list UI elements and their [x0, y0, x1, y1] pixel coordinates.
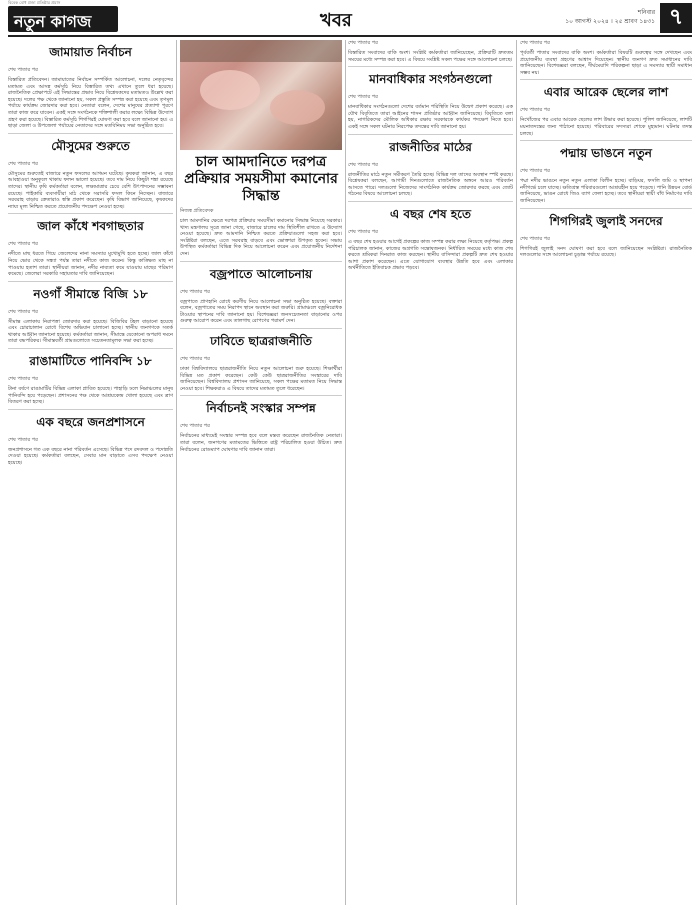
story-body: নদীতে মাছ ধরতে গিয়ে জেলেদের নানা সমস্যার মুখোমুখি হতে হচ্ছে। জাল কাঁধে নিয়ে ভোর থেকে সন্ধ্যা পর্যন্ত তারা নদীতে কাজ করেন। কিন্তু কাঙ্ক্ষিত মাছ না পাওয়ায় হতাশ তারা। স্থানীয়রা জানান, নদীর নাব্যতা কমে যাওয়ায় মাছের পরিমাণ কমেছে। জেলেরা সরকারি সহায়তার দাবি জানিয়েছেন।	[8, 251, 173, 278]
story-byline: শেষ পাতার পর	[8, 308, 38, 315]
weekday: শনিবার	[637, 9, 655, 16]
date: ১০ আগস্ট ২০২৪ । ২৫ শ্রাবণ ১৪৩১	[565, 18, 655, 25]
logo-text: নতুন কাগজ	[14, 12, 92, 31]
story-byline: শেষ পাতার পর	[8, 436, 38, 443]
column-1	[8, 40, 173, 905]
story-byline: শেষ পাতার পর	[520, 40, 550, 46]
story-body: মানবাধিকার সংগঠনগুলো দেশের বর্তমান পরিস্থিতি নিয়ে উদ্বেগ প্রকাশ করেছে। এক যৌথ বিবৃতিতে তারা আইনের শাসন প্রতিষ্ঠার আহ্বান জানিয়েছে। বিবৃতিতে বলা হয়, নাগরিকদের মৌলিক অধিকার রক্ষায় সরকারকে কার্যকর পদক্ষেপ নিতে হবে। একই সঙ্গে সকল ঘটনার নিরপেক্ষ তদন্তের দাবি জানানো হয়।	[348, 104, 513, 130]
column-2	[180, 40, 342, 905]
story-body: বিস্তারিত সংবাদের বাকি অংশ। সংশ্লিষ্ট কর্মকর্তারা জানিয়েছেন, প্রক্রিয়াটি দ্রুততম সময়ের মধ্যে সম্পন্ন করা হবে। এ বিষয়ে সংশ্লিষ্ট সকল পক্ষের সঙ্গে আলোচনা চলছে।	[348, 50, 513, 63]
masthead	[0, 0, 700, 36]
news-story[interactable]	[180, 40, 342, 262]
story-byline: শেষ পাতার পর	[348, 94, 378, 101]
photo-detail	[270, 90, 325, 125]
newspaper-logo[interactable]	[8, 6, 118, 32]
story-body: নির্বাচনের মাধ্যমেই সংস্কার সম্পন্ন হবে বলে মন্তব্য করেছেন রাজনৈতিক নেতারা। তারা বলেন, জনগণের মতামতের ভিত্তিতে রাষ্ট্র পরিচালিত হওয়া উচিত। দ্রুত নির্বাচনের রোডম্যাপ ঘোষণার দাবি জানান তারা।	[180, 433, 342, 453]
news-story[interactable]	[8, 353, 173, 410]
news-story[interactable]	[8, 44, 173, 134]
story-headline[interactable]: নির্বাচনই সংস্কার সম্পন্ন	[206, 401, 316, 416]
news-story[interactable]	[520, 145, 692, 208]
story-headline[interactable]: নওগাঁ সীমান্তে বিজি ১৮	[33, 286, 148, 301]
story-body: শিগগিরই জুলাই সনদ ঘোষণা করা হবে বলে জানিয়েছেন সংশ্লিষ্টরা। রাজনৈতিক দলগুলোর সঙ্গে আলোচনা চূড়ান্ত পর্যায়ে রয়েছে।	[520, 245, 692, 259]
story-byline: শেষ পাতার পর	[520, 107, 550, 114]
story-headline[interactable]: ঢাবিতে ছাত্ররাজনীতি	[210, 333, 312, 348]
story-headline[interactable]: এক বছরে জনপ্রশাসনে	[36, 414, 145, 429]
column-4	[520, 40, 692, 905]
story-headline[interactable]: শিগগিরই জুলাই সনদের	[549, 213, 663, 228]
story-body: জনপ্রশাসনে গত এক বছরে নানা পরিবর্তন এসেছে। বিভিন্ন পদে রদবদল ও পদোন্নতি দেওয়া হয়েছে। কর্মকর্তারা বলছেন, সেবার মান বাড়াতে এসব পদক্ষেপ নেওয়া হয়েছে।	[8, 446, 173, 467]
column-divider	[516, 40, 517, 905]
story-body: বিস্তারিত প্রতিবেদন। জামায়াতের নির্বাচন সম্পর্কিত আলোচনা, দলের নেতৃবৃন্দের মতামত এবং আসন্ন কর্মসূচি নিয়ে বিস্তারিত তথ্য এখানে তুলে ধরা হয়েছে। রাজনৈতিক প্রেক্ষাপটে এই সিদ্ধান্তের প্রভাব নিয়ে বিশ্লেষকদের মতামতও উল্লেখ করা হয়েছে। দলের পক্ষ থেকে জানানো হয়, সকল প্রস্তুতি সম্পন্ন করা হয়েছে এবং তৃণমূল পর্যায়ে কার্যক্রম জোরদার করা হবে। নেতারা বলেন, দেশের মানুষের প্রত্যাশা পূরণে তারা কাজ করে যাবেন। একই সঙ্গে সংগঠনকে শক্তিশালী করার লক্ষ্যে বিভিন্ন উদ্যোগ গ্রহণ করা হয়েছে। বিস্তারিত কর্মসূচি শিগগিরই ঘোষণা করা হবে বলে জানানো হয়। এ ছাড়া জেলা ও উপজেলা পর্যায়ের নেতাদের সঙ্গে মতবিনিময় সভা অনুষ্ঠিত হবে।	[8, 77, 173, 130]
story-byline: শেষ পাতার পর	[180, 288, 210, 295]
story-body: বজ্রপাতে প্রাণহানি রোধে করণীয় নিয়ে আলোচনা সভা অনুষ্ঠিত হয়েছে। বক্তারা বলেন, বজ্রপাতের সময় নিরাপদ স্থানে অবস্থান করা জরুরি। গ্রামাঞ্চলে বজ্রনিরোধক টাওয়ার স্থাপনের দাবি জানানো হয়। বিশেষজ্ঞরা জনসচেতনতা বাড়ানোর ওপর গুরুত্ব আরোপ করেন এবং তালগাছ রোপণের পরামর্শ দেন।	[180, 298, 342, 325]
story-headline[interactable]: পদ্মায় ভাঙনে নতুন	[560, 146, 652, 161]
story-byline: শেষ পাতার পর	[180, 423, 210, 430]
tagline: বিবেক বোধ প্রজা প্রতিষ্ঠার প্রয়াস	[8, 0, 61, 5]
story-headline[interactable]: মৌসুমের শুরুতে	[51, 138, 130, 153]
story-byline: শেষ পাতার পর	[348, 228, 378, 235]
story-byline: শেষ পাতার পর	[348, 161, 378, 168]
story-byline: শেষ পাতার পর	[520, 168, 550, 175]
story-byline: শেষ পাতার পর	[8, 160, 38, 167]
story-headline[interactable]: জাল কাঁধে শবগাছতার	[37, 219, 144, 234]
photo-detail	[200, 70, 260, 110]
masthead-rule	[8, 35, 692, 37]
column-3	[348, 40, 513, 905]
story-byline: শেষ পাতার পর	[8, 376, 38, 383]
story-headline[interactable]: এ বছর শেষ হতে	[390, 206, 471, 221]
column-divider	[176, 40, 177, 905]
story-body: রাজনীতির মাঠে নতুন সমীকরণ তৈরি হচ্ছে। বিভিন্ন দল তাদের অবস্থান স্পষ্ট করছে। বিশ্লেষকরা বলছেন, আগামী দিনগুলোতে রাজনৈতিক অঙ্গনে আরও পরিবর্তন আসতে পারে। দলগুলো নিজেদের সাংগঠনিক কার্যক্রম জোরদার করছে এবং জোট গঠনের বিষয়ে আলোচনা চলছে।	[348, 171, 513, 198]
story-body: এ বছর শেষ হওয়ার আগেই প্রকল্পের কাজ সম্পন্ন করার লক্ষ্য নিয়েছে কর্তৃপক্ষ। প্রকল্প পরিচালক জানান, কাজের অগ্রগতি সন্তোষজনক। নির্ধারিত সময়ের মধ্যে কাজ শেষ করতে শ্রমিকরা দিনরাত কাজ করছেন। স্থানীয় বাসিন্দারা প্রকল্পটি দ্রুত শেষ হওয়ার আশা প্রকাশ করেছেন। এতে যোগাযোগ ব্যবস্থার উন্নতি হবে এবং এলাকার অর্থনীতিতে ইতিবাচক প্রভাব পড়বে।	[348, 238, 513, 272]
story-headline[interactable]: রাঙামাটিতে পানিবন্দি ১৮	[29, 354, 152, 369]
news-story[interactable]	[520, 213, 692, 262]
story-body: নিখোঁজের পর এবার আরেক ছেলের লাশ উদ্ধার করা হয়েছে। পুলিশ জানিয়েছে, লাশটি ময়নাতদন্তের জন্য পাঠানো হয়েছে। পরিবারের সদস্যরা শোকে মুহ্যমান। ঘটনার তদন্ত চলছে।	[520, 117, 692, 137]
story-byline: শেষ পাতার পর	[520, 235, 550, 242]
story-byline: শেষ পাতার পর	[180, 355, 210, 362]
news-story[interactable]	[180, 400, 342, 456]
news-story[interactable]	[180, 333, 342, 396]
news-photo	[180, 40, 342, 150]
story-byline: শেষ পাতার পর	[8, 67, 38, 73]
story-headline[interactable]: এবার আরেক ছেলের লাশ	[543, 85, 669, 100]
news-story[interactable]	[8, 414, 173, 470]
story-headline[interactable]: মানবাধিকার সংগঠনগুলো	[369, 72, 492, 87]
story-body: সীমান্ত এলাকায় নিরাপত্তা জোরদার করা হয়েছে। বিজিবির টহল বাড়ানো হয়েছে এবং চোরাচালান রোধে বিশেষ অভিযান চালানো হচ্ছে। স্থানীয় জনগণকে সতর্ক থাকার আহ্বান জানানো হয়েছে। কর্মকর্তারা জানান, সীমান্তে যেকোনো অপরাধ দমনে তারা বদ্ধপরিকর। সীমান্তবর্তী গ্রামগুলোতে সচেতনতামূলক সভা করা হচ্ছে।	[8, 318, 173, 345]
news-story[interactable]	[8, 138, 173, 215]
photo-detail	[180, 40, 342, 62]
story-headline[interactable]: রাজনীতির মাঠের	[389, 139, 472, 154]
section-title: খবর	[320, 10, 352, 31]
column-divider	[345, 40, 346, 905]
news-story[interactable]	[8, 286, 173, 349]
news-story[interactable]	[348, 40, 513, 67]
story-byline: শেষ পাতার পর	[8, 241, 38, 248]
story-body: টানা বর্ষণে রাঙামাটির বিভিন্ন এলাকা প্লাবিত হয়েছে। পাহাড়ি ঢলে নিম্নাঞ্চলের মানুষ পানিবন্দি হয়ে পড়েছেন। প্রশাসনের পক্ষ থেকে আশ্রয়কেন্দ্র খোলা হয়েছে এবং ত্রাণ বিতরণ করা হচ্ছে।	[8, 386, 173, 406]
news-story[interactable]	[348, 206, 513, 275]
story-body: চাল আমদানির ক্ষেত্রে দরপত্র প্রক্রিয়ার সময়সীমা কমানোর সিদ্ধান্ত নিয়েছে সরকার। খাদ্য মন্ত্রণালয় সূত্রে জানা গেছে, বাজারে চালের দাম স্থিতিশীল রাখতে এ উদ্যোগ নেওয়া হয়েছে। দ্রুত আমদানি নিশ্চিত করতে প্রক্রিয়াগুলো সহজ করা হবে। সংশ্লিষ্টরা বলছেন, এতে সরবরাহ বাড়বে এবং ভোক্তারা উপকৃত হবেন। সভায় উপস্থিত কর্মকর্তারা বিভিন্ন দিক নিয়ে আলোচনা করেন এবং প্রয়োজনীয় নির্দেশনা দেন।	[180, 218, 342, 257]
story-headline[interactable]: চাল আমদানিতে দরপত্র প্রক্রিয়ার সময়সীমা কমানোর সিদ্ধান্ত	[184, 154, 338, 204]
news-story[interactable]	[520, 84, 692, 141]
story-body: মৌসুমের শুরুতেই বাজারে নতুন ফসলের আগমন ঘটেছে। কৃষকরা জানান, এ বছর আবহাওয়া অনুকূলে থাকায় ফলন ভালো হয়েছে। তবে দাম নিয়ে কিছুটা শঙ্কা রয়েছে তাদের। স্থানীয় কৃষি কর্মকর্তারা বলেন, লক্ষ্যমাত্রার চেয়ে বেশি উৎপাদনের সম্ভাবনা রয়েছে। পাইকারি ব্যবসায়ীরা মাঠ থেকে সরাসরি ফসল কিনে নিচ্ছেন। বাজারে সরবরাহ বাড়ায় ক্রেতারাও স্বস্তি প্রকাশ করেছেন। কৃষি বিভাগ জানিয়েছে, কৃষকদের ন্যায্য মূল্য নিশ্চিত করতে প্রয়োজনীয় পদক্ষেপ নেওয়া হচ্ছে।	[8, 170, 173, 210]
story-byline: নিজস্ব প্রতিবেদক	[180, 208, 214, 214]
story-body: পূর্ববর্তী পাতার সংবাদের বাকি অংশ। কর্মকর্তারা বিষয়টি গুরুত্বের সঙ্গে দেখছেন এবং প্রয়োজনীয় ব্যবস্থা গ্রহণের আশ্বাস দিয়েছেন। স্থানীয় জনগণ দ্রুত সমাধানের দাবি জানিয়েছেন। বিশেষজ্ঞরা বলছেন, দীর্ঘমেয়াদি পরিকল্পনা ছাড়া এ সমস্যার স্থায়ী সমাধান সম্ভব নয়।	[520, 50, 692, 76]
news-story[interactable]	[348, 139, 513, 202]
news-story[interactable]	[348, 71, 513, 134]
news-story[interactable]	[8, 218, 173, 281]
story-byline: শেষ পাতার পর	[348, 40, 378, 46]
dateline	[520, 8, 655, 26]
story-body: ঢাকা বিশ্ববিদ্যালয়ে ছাত্ররাজনীতি নিয়ে নতুন আলোচনা শুরু হয়েছে। শিক্ষার্থীরা বিভিন্ন মত প্রকাশ করেছেন। কেউ কেউ ছাত্ররাজনীতির সংস্কারের দাবি জানিয়েছেন। বিশ্ববিদ্যালয় প্রশাসন জানিয়েছে, সকল পক্ষের মতামত নিয়ে সিদ্ধান্ত নেওয়া হবে। শিক্ষকরাও এ বিষয়ে তাদের মতামত তুলে ধরেছেন।	[180, 365, 342, 392]
news-story[interactable]	[520, 40, 692, 80]
story-headline[interactable]: বজ্রপাতে আলোচনায়	[209, 266, 313, 281]
story-headline[interactable]: জামায়াত নির্বাচন	[49, 45, 132, 59]
news-story[interactable]	[180, 266, 342, 329]
story-body: পদ্মা নদীর ভাঙনে নতুন নতুন এলাকা বিলীন হচ্ছে। বাড়িঘর, ফসলি জমি ও স্থাপনা নদীগর্ভে চলে যাচ্ছে। ক্ষতিগ্রস্ত পরিবারগুলো আশ্রয়হীন হয়ে পড়েছে। পানি উন্নয়ন বোর্ড জানিয়েছে, ভাঙন রোধে জিও ব্যাগ ফেলা হচ্ছে। তবে স্থানীয়রা স্থায়ী বাঁধ নির্মাণের দাবি জানিয়েছেন।	[520, 178, 692, 204]
page-number: ৭	[660, 3, 692, 33]
